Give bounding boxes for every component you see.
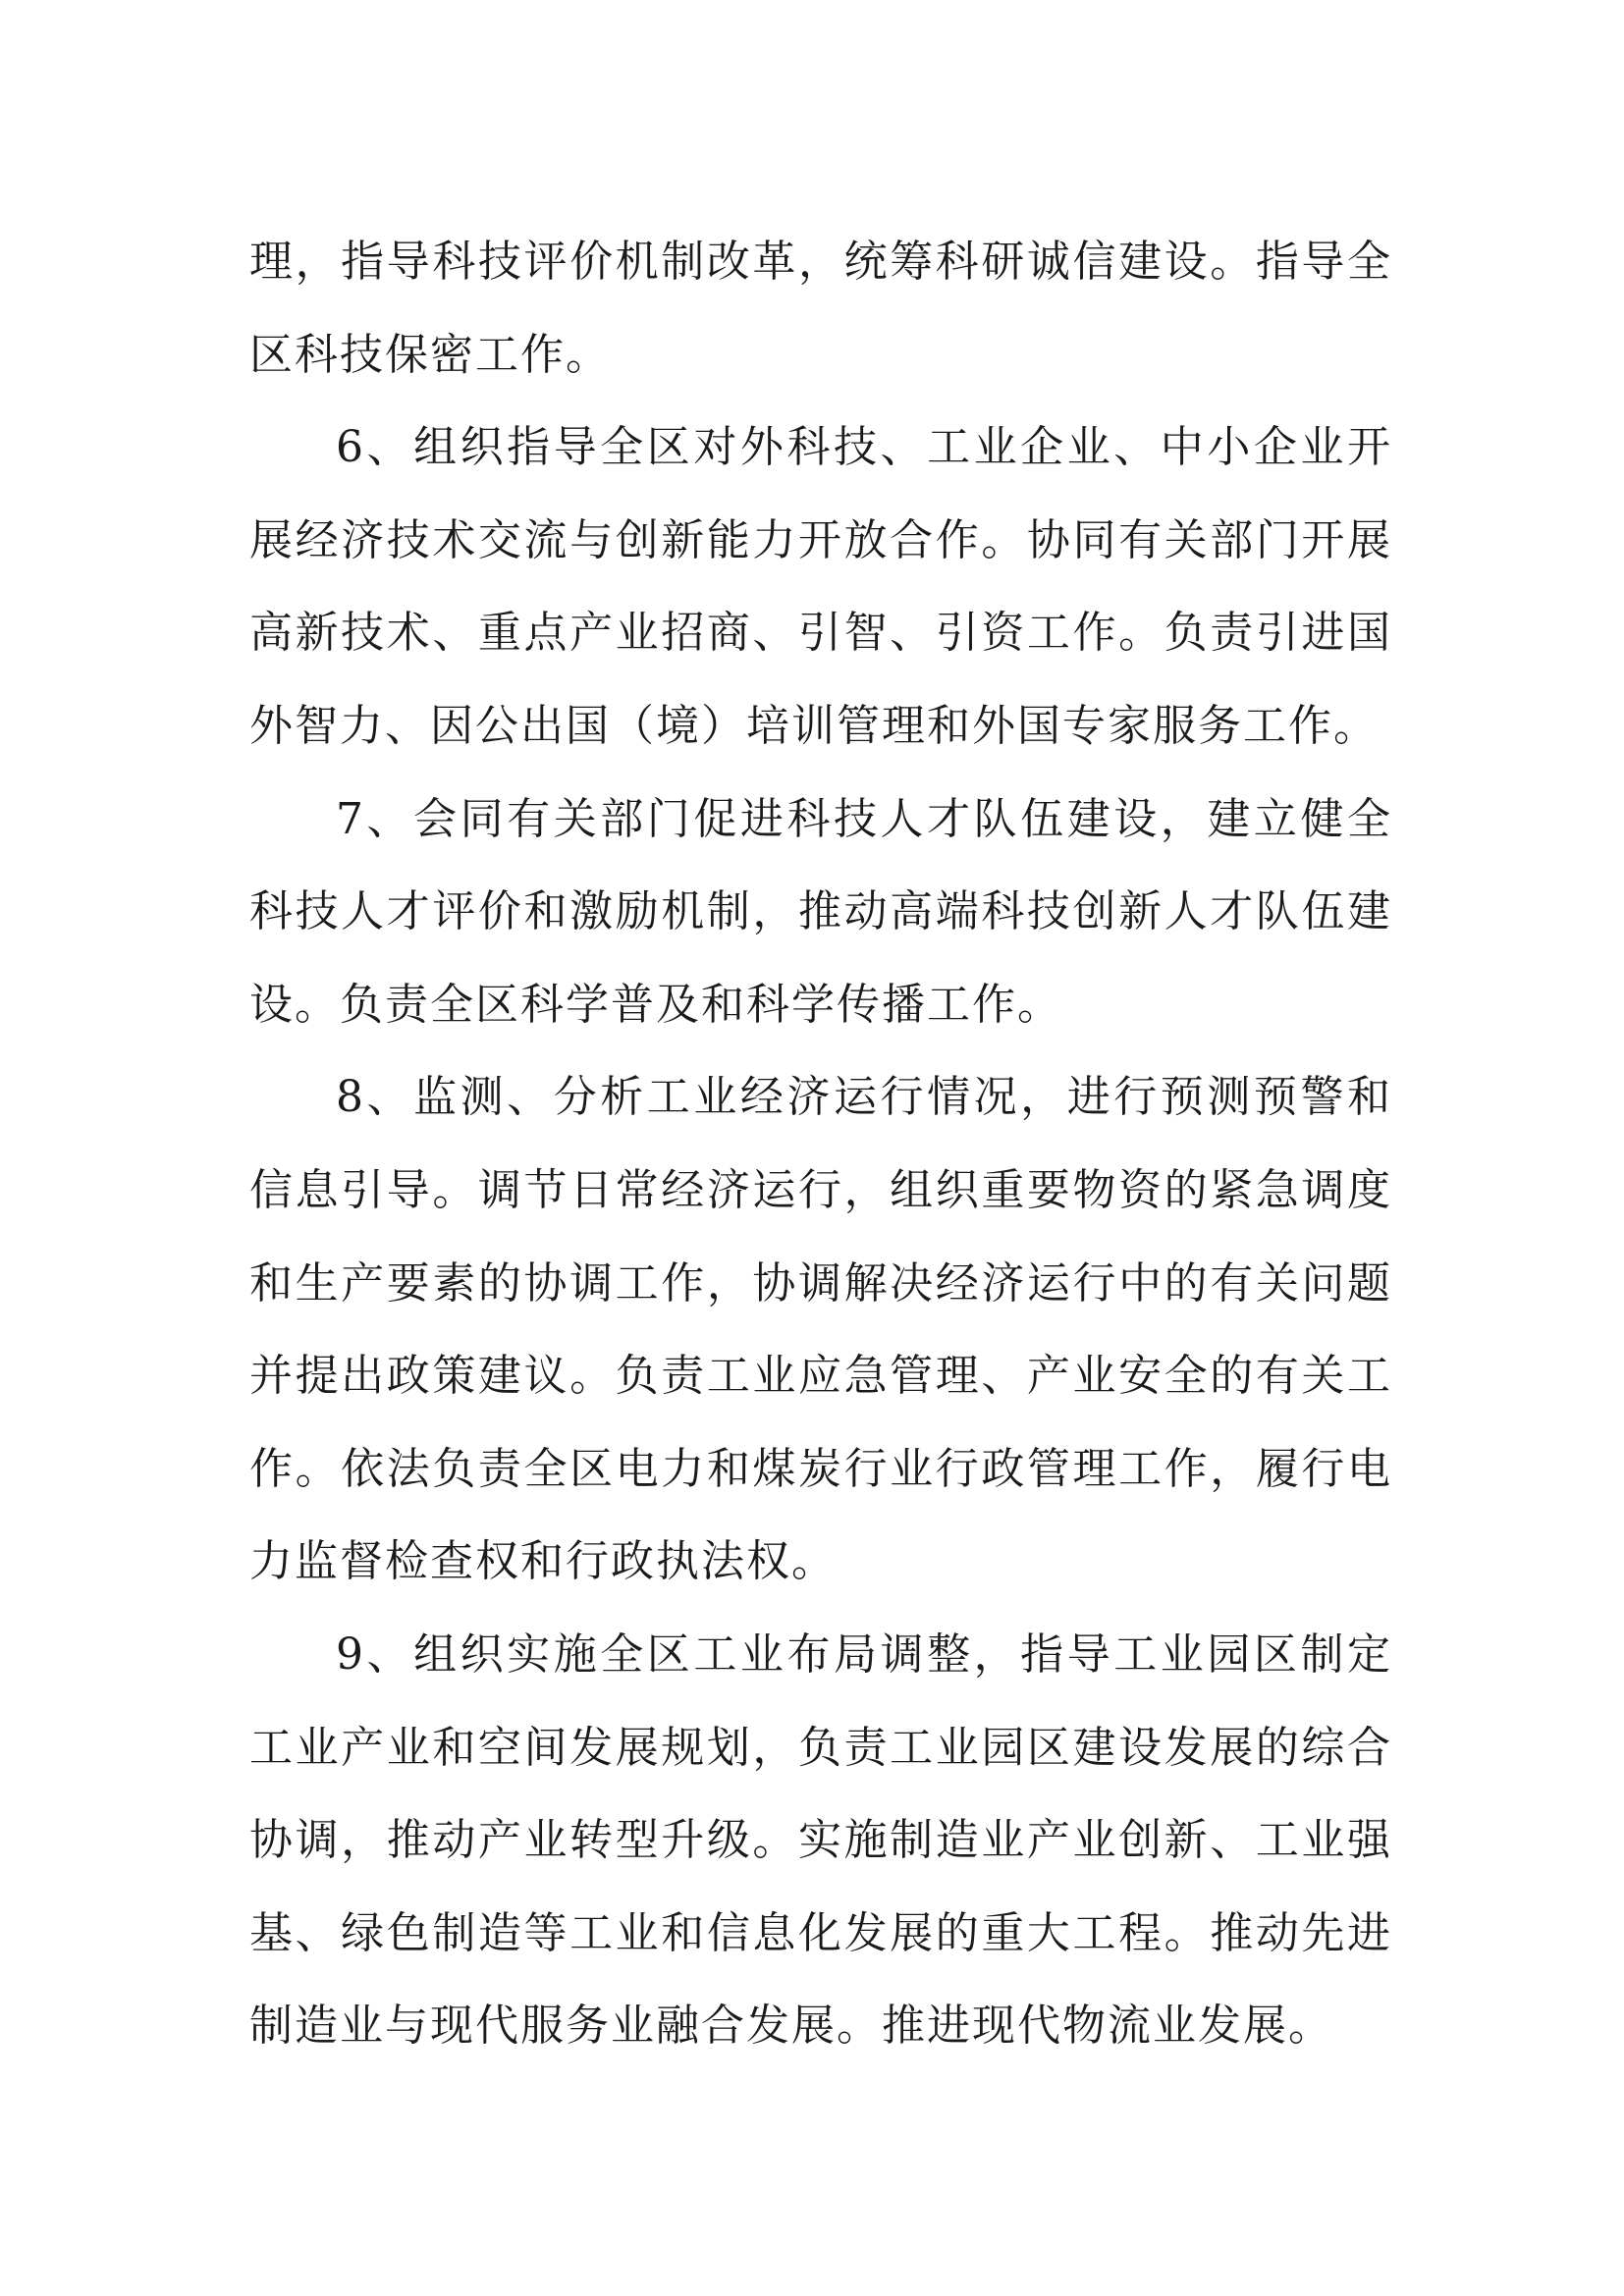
paragraph-continuation: 理，指导科技评价机制改革，统筹科研诚信建设。指导全区科技保密工作。 (249, 237, 1392, 380)
paragraph-item-8: 8、监测、分析工业经济运行情况，进行预测预警和信息引导。调节日常经济运行，组织重要物资的紧急调度和生产要素的协调工作，协调解决经济运行中的有关问题并提出政策建议。负责工业应急管理、产业安全的有关工作。依法负责全区电力和煤炭行业行政管理工作，履行电力监督检查权和行政执法权。 (249, 1072, 1392, 1587)
paragraph-item-9: 9、组织实施全区工业布局调整，指导工业园区制定工业产业和空间发展规划，负责工业园区建设发展的综合协调，推动产业转型升级。实施制造业产业创新、工业强基、绿色制造等工业和信息化发展的重大工程。推动先进制造业与现代服务业融合发展。推进现代物流业发展。 (249, 1629, 1392, 2052)
document-body (249, 216, 1392, 2073)
paragraph-item-7: 7、会同有关部门促进科技人才队伍建设，建立健全科技人才评价和激励机制，推动高端科技创新人才队伍建设。负责全区科学普及和科学传播工作。 (249, 793, 1392, 1030)
paragraph-item-6: 6、组织指导全区对外科技、工业企业、中小企业开展经济技术交流与创新能力开放合作。协同有关部门开展高新技术、重点产业招商、引智、引资工作。负责引进国外智力、因公出国（境）培训管理和外国专家服务工作。 (249, 422, 1392, 751)
